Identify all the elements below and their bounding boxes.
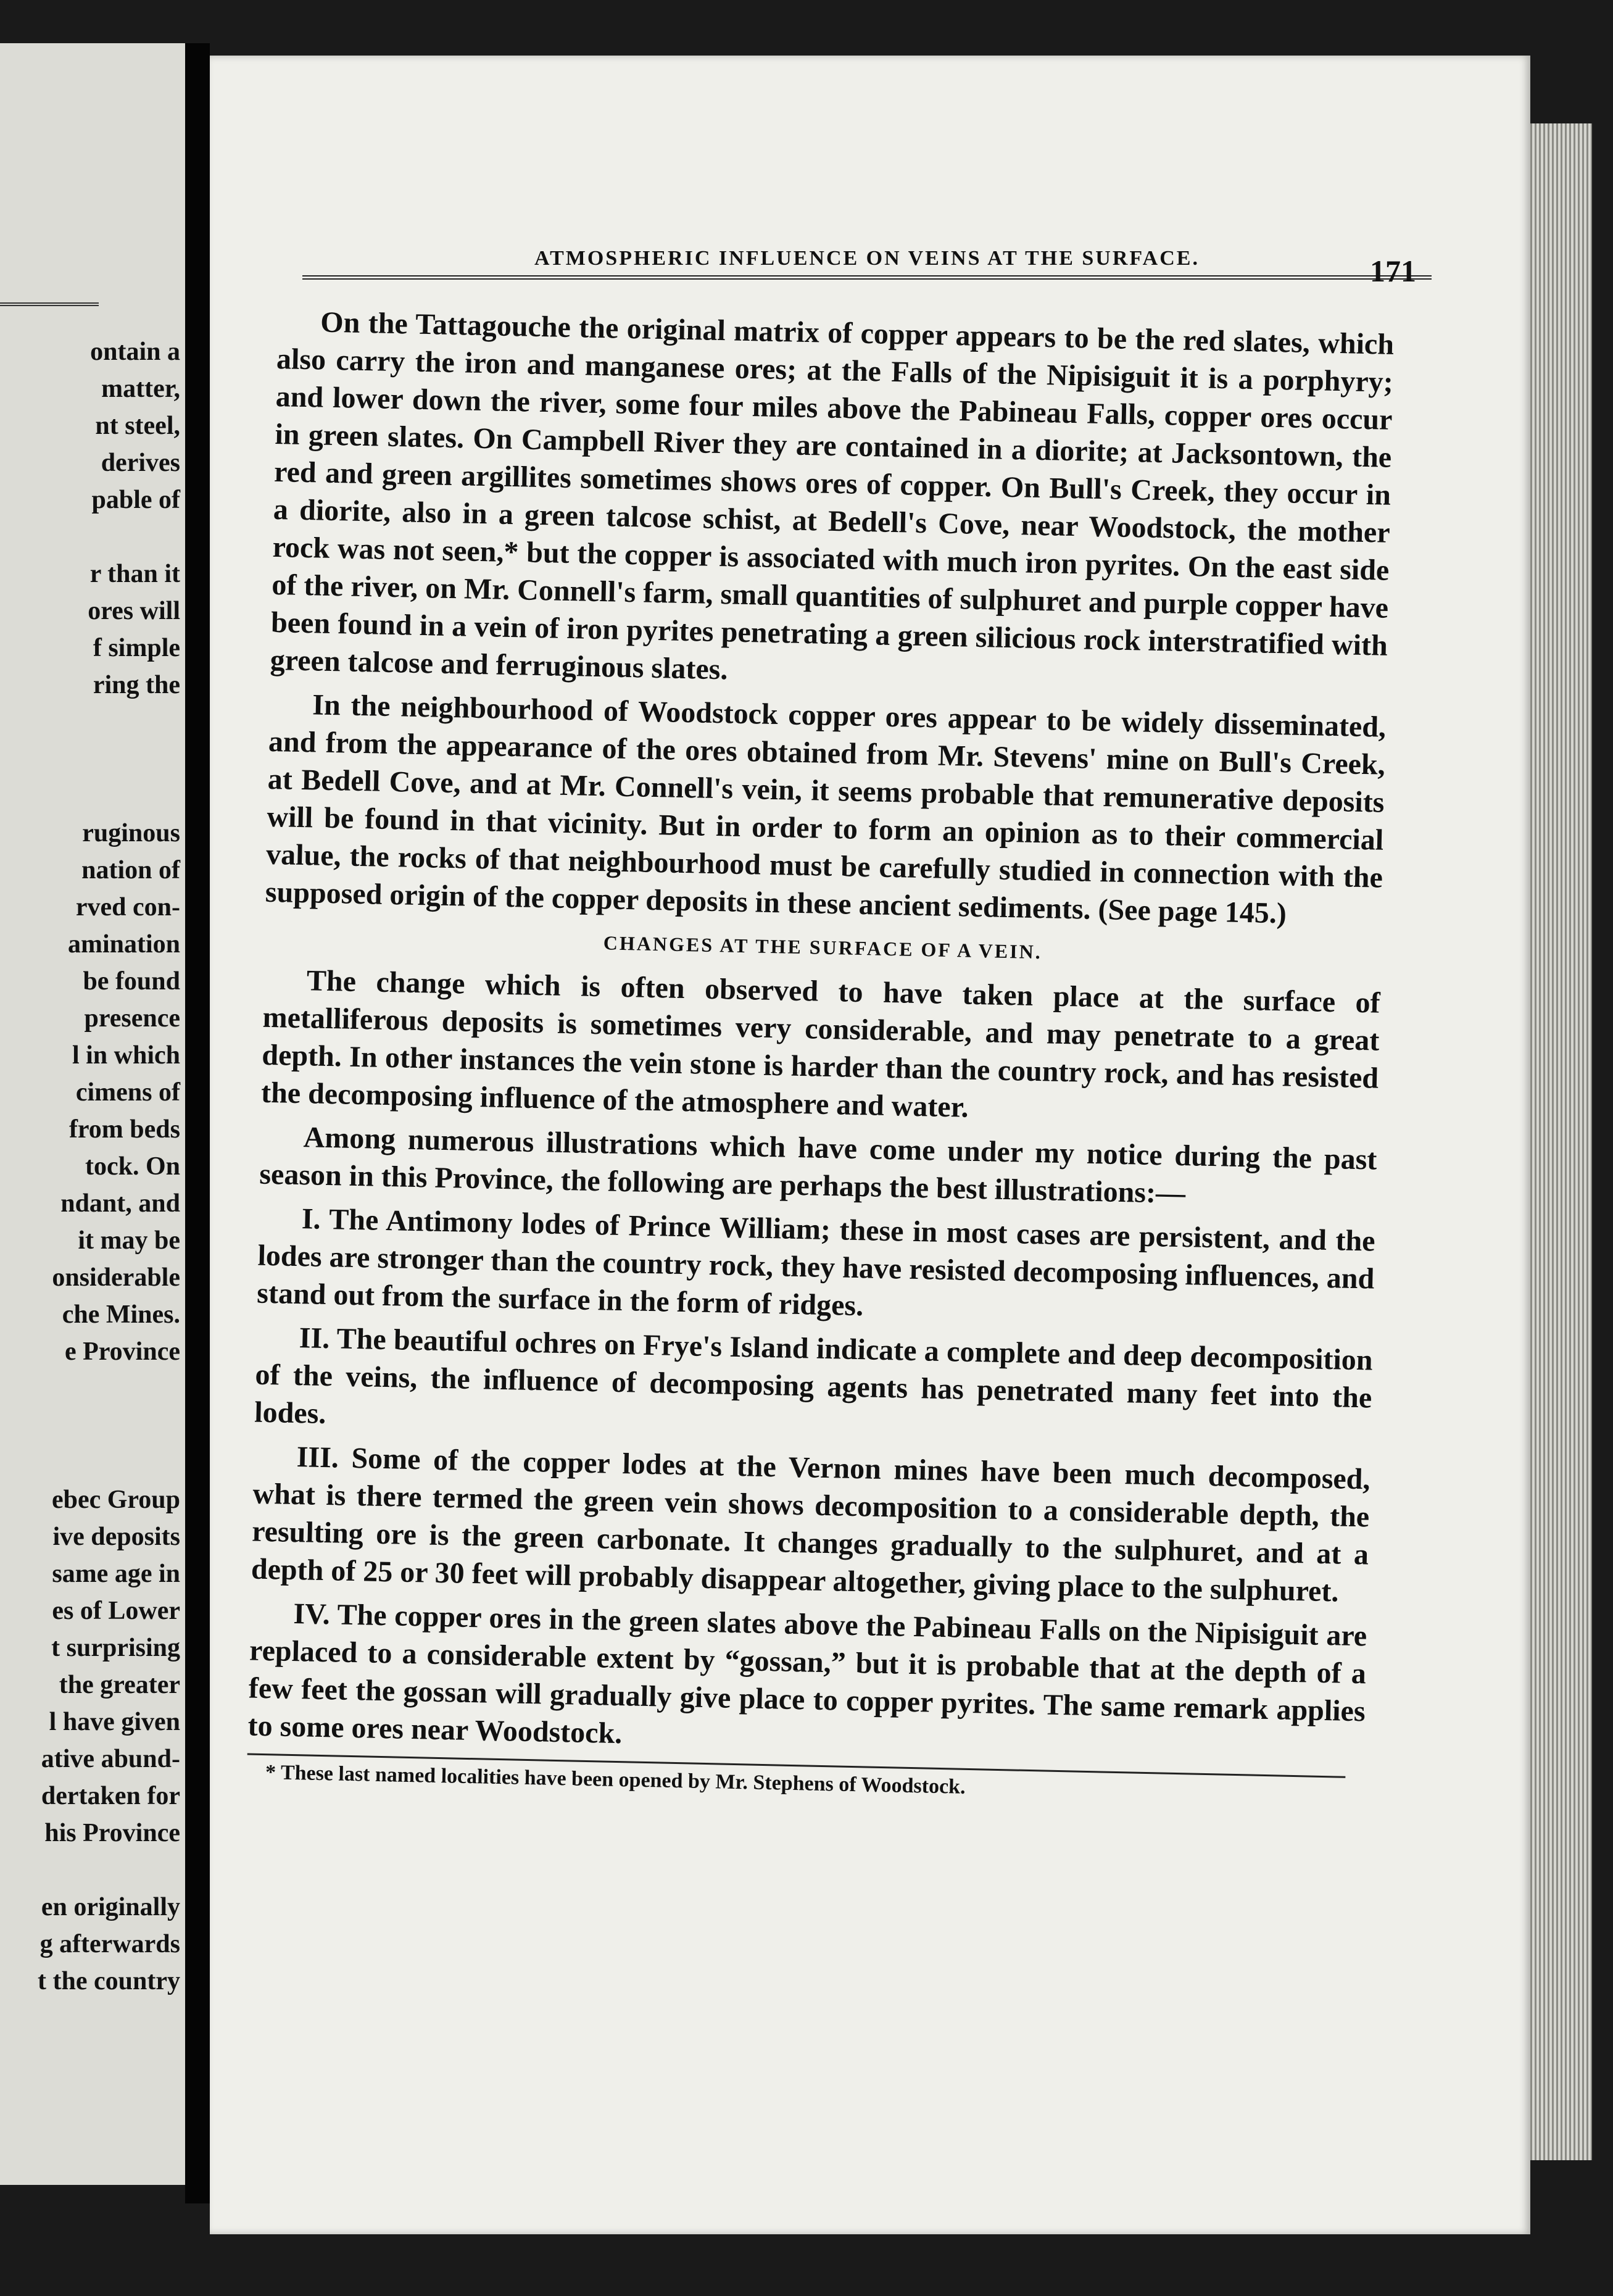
- previous-page-line: [0, 1370, 185, 1407]
- previous-page-line: dertaken for: [41, 1782, 180, 1810]
- previous-page-line: rved con-: [75, 893, 180, 921]
- previous-page-line: ebec Group: [51, 1486, 180, 1514]
- previous-page-line: ative abund-: [41, 1745, 180, 1773]
- previous-page: [0, 43, 185, 2185]
- previous-page-line: matter,: [101, 375, 180, 403]
- paragraph: On the Tattagouche the original matrix of copper appears to be the red slates, which also carry the iron and manganese ores; at the Falls of the Nipisiguit it is a porphyry; and lower down the river, some four miles above the Pabineau Falls, copper ores occur in green slates. On Campbell River they are contained in a diorite; at Jacksontown, the red and green argillites sometimes shows ores of copper. On Bull's Creek, they occur in a diorite, also in a green talcose schist, at Bedell's Cove, near Woodstock, the mother rock was not seen,* but the copper is associated with much iron pyrites. On the east side of the river, on Mr. Connell's farm, small quantities of sulphuret and purple copper have been found in a vein of iron pyrites penetrating a green silicious rock interstratified with green talcose and ferruginous slates.: [270, 306, 1395, 686]
- previous-page-line: [0, 778, 185, 815]
- previous-page-line: r than it: [89, 560, 180, 588]
- previous-page-line: from beds: [68, 1115, 180, 1144]
- previous-page-line: nt steel,: [95, 412, 180, 440]
- previous-page-line: [0, 1852, 185, 1889]
- list-item: II. The beautiful ochres on Frye's Island indicate a complete and deep decomposition of the veins, the influence of decomposing agents has penetrated many feet into the lodes.: [254, 1321, 1374, 1431]
- previous-page-rule: [0, 302, 99, 306]
- running-head: ATMOSPHERIC INFLUENCE ON VEINS AT THE SURFACE.: [534, 247, 1200, 270]
- list-item: I. The Antimony lodes of Prince William; these in most cases are persistent, and the lodes are stronger than the country rock, they have resisted decomposing influences, and stand out from the surface in the form of ridges.: [256, 1202, 1376, 1323]
- previous-page-line: ring the: [93, 671, 180, 699]
- previous-page-line: [0, 704, 185, 741]
- list-item: IV. The copper ores in the green slates above the Pabineau Falls on the Nipisiguit are replaced to a considerable extent by “gossan,” but it is probable that at the depth of a few feet the gossan will gradually give place to copper pyrites. The same remark applies to some ores near Woodstock.: [247, 1597, 1367, 1750]
- list-item: III. Some of the copper lodes at the Vernon mines have been much decomposed, what is there termed the green vein shows decomposition to a considerable depth, the resulting ore is the green carbonate. It changes gradually to the sulphuret, and at a depth of 25 or 30 feet will probably disappear altogether, giving place to the sulphuret.: [251, 1441, 1371, 1608]
- previous-page-line: nation of: [81, 856, 180, 884]
- previous-page-line: cimens of: [75, 1078, 180, 1107]
- book-gutter: [185, 43, 210, 2203]
- previous-page-line: onsiderable: [52, 1263, 180, 1292]
- previous-page-line: tock. On: [85, 1152, 180, 1181]
- previous-page-line: en originally: [41, 1893, 180, 1921]
- previous-page-line: che Mines.: [62, 1300, 180, 1329]
- previous-page-line: l in which: [72, 1041, 180, 1070]
- previous-page-line: be found: [83, 967, 180, 996]
- previous-page-text: [0, 333, 185, 2000]
- footnote: * These last named localities have been opened by Mr. Stephens of Woodstock.: [265, 1761, 966, 1799]
- previous-page-line: his Province: [44, 1819, 180, 1847]
- paragraph: Among numerous illustrations which have come under my notice during the past season in this Province, the following are perhaps the best illustrations:—: [259, 1121, 1377, 1210]
- previous-page-line: l have given: [49, 1708, 180, 1736]
- previous-page-line: ores will: [88, 597, 180, 625]
- paragraph: The change which is often observed to have taken place at the surface of metalliferous deposits is sometimes very considerable, and may penetrate to a great depth. In other instances the vein stone is harder than the country rock, and has resisted the decomposing influence of the atmosphere and water.: [260, 964, 1381, 1124]
- previous-page-line: [0, 1444, 185, 1481]
- previous-page-line: ontain a: [90, 338, 180, 366]
- previous-page-line: same age in: [52, 1560, 180, 1588]
- previous-page-line: derives: [101, 449, 180, 477]
- paragraph: In the neighbourhood of Woodstock copper ores appear to be widely disseminated, and from the appearance of the ores obtained from Mr. Stevens' mine on Bull's Creek, at Bedell Cove, and at Mr. Connell's vein, it seems probable that remunerative deposits will be found in that vicinity. But in order to form an opinion as to their commercial value, the rocks of that neighbourhood must be carefully studied in connection with the supposed origin of the copper deposits in these ancient sediments. (See page 145.): [265, 688, 1387, 930]
- previous-page-line: pable of: [91, 486, 180, 514]
- previous-page-line: es of Lower: [52, 1597, 180, 1625]
- previous-page-line: ruginous: [82, 819, 180, 847]
- page-body: [247, 302, 1395, 1809]
- page-number: 171: [1370, 254, 1416, 288]
- previous-page-line: presence: [84, 1004, 180, 1033]
- previous-page-line: [0, 1407, 185, 1444]
- book-page: [210, 56, 1530, 2234]
- previous-page-line: g afterwards: [39, 1930, 180, 1958]
- previous-page-line: t the country: [38, 1967, 180, 1995]
- previous-page-line: it may be: [78, 1226, 180, 1255]
- page-stack-edge: [1530, 123, 1592, 2160]
- previous-page-line: the greater: [59, 1671, 180, 1699]
- previous-page-line: e Province: [65, 1337, 180, 1366]
- previous-page-line: f simple: [93, 634, 180, 662]
- previous-page-line: [0, 741, 185, 778]
- previous-page-line: ndant, and: [60, 1189, 180, 1218]
- page-header: [302, 247, 1432, 280]
- previous-page-line: t surprising: [51, 1634, 180, 1662]
- previous-page-line: ive deposits: [52, 1523, 180, 1551]
- previous-page-line: [0, 518, 185, 555]
- previous-page-line: amination: [67, 930, 180, 959]
- section-heading: CHANGES AT THE SURFACE OF A VEIN.: [603, 931, 1043, 963]
